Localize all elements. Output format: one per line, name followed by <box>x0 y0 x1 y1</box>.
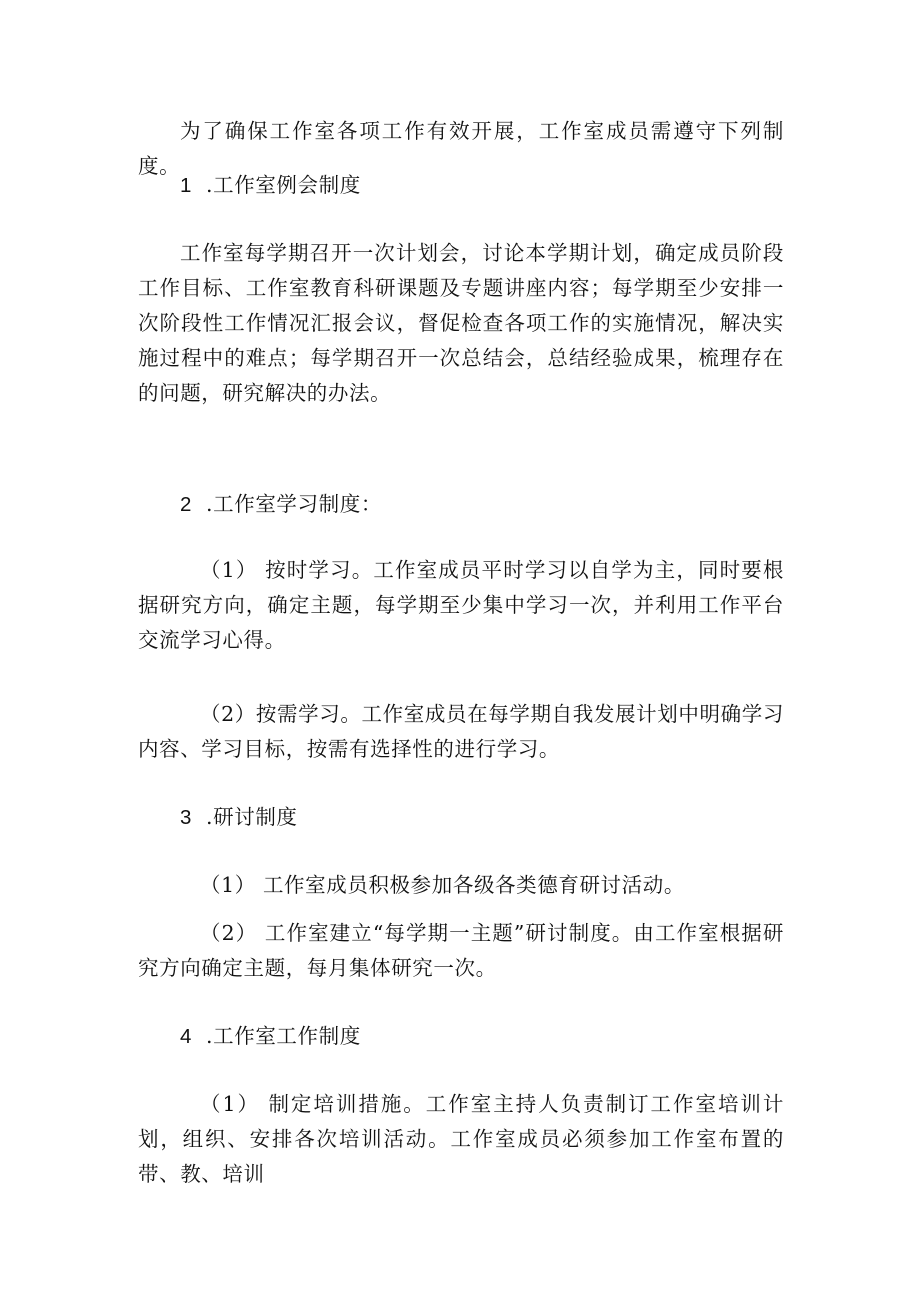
section-number: 3 <box>180 806 193 829</box>
section-title: .工作室例会制度 <box>206 173 361 197</box>
section-1-paragraph: 工作室每学期召开一次计划会，讨论本学期计划，确定成员阶段工作目标、工作室教育科研课题及专题讲座内容；每学期至少安排一次阶段性工作情况汇报会议，督促检查各项工作的实施情况，解决实施过程中的难点；每学期召开一次总结会，总结经验成果，梳理存在的问题，研究解决的办法。 <box>138 241 784 405</box>
section-title: .研讨制度 <box>206 805 298 829</box>
section-2-item-1: （1） 按时学习。工作室成员平时学习以自学为主，同时要根据研究方向，确定主题，每学期至少集中学习一次，并利用工作平台交流学习心得。 <box>138 558 784 652</box>
section-title: .工作室学习制度： <box>206 492 382 516</box>
section-3-item-2: （2） 工作室建立“每学期一主题”研讨制度。由工作室根据研究方向确定主题，每月集体研究一次。 <box>138 921 784 980</box>
section-heading-4 <box>180 1019 361 1054</box>
section-heading-2 <box>180 487 382 522</box>
section-heading-3 <box>180 800 298 835</box>
section-3-item-1: （1） 工作室成员积极参加各级各类德育研讨活动。 <box>200 873 685 897</box>
section-2-item-2: （2）按需学习。工作室成员在每学期自我发展计划中明确学习内容、学习目标，按需有选择性的进行学习。 <box>138 702 784 761</box>
section-number: 2 <box>180 493 193 516</box>
section-number: 1 <box>180 174 193 197</box>
section-heading-1 <box>180 168 361 203</box>
section-number: 4 <box>180 1025 193 1048</box>
section-4-item-1: （1） 制定培训措施。工作室主持人负责制订工作室培训计划，组织、安排各次培训活动。工作室成员必须参加工作室布置的带、教、培训 <box>138 1092 784 1186</box>
section-title: .工作室工作制度 <box>206 1024 361 1048</box>
intro-paragraph: 为了确保工作室各项工作有效开展，工作室成员需遵守下列制度。 <box>138 119 784 178</box>
